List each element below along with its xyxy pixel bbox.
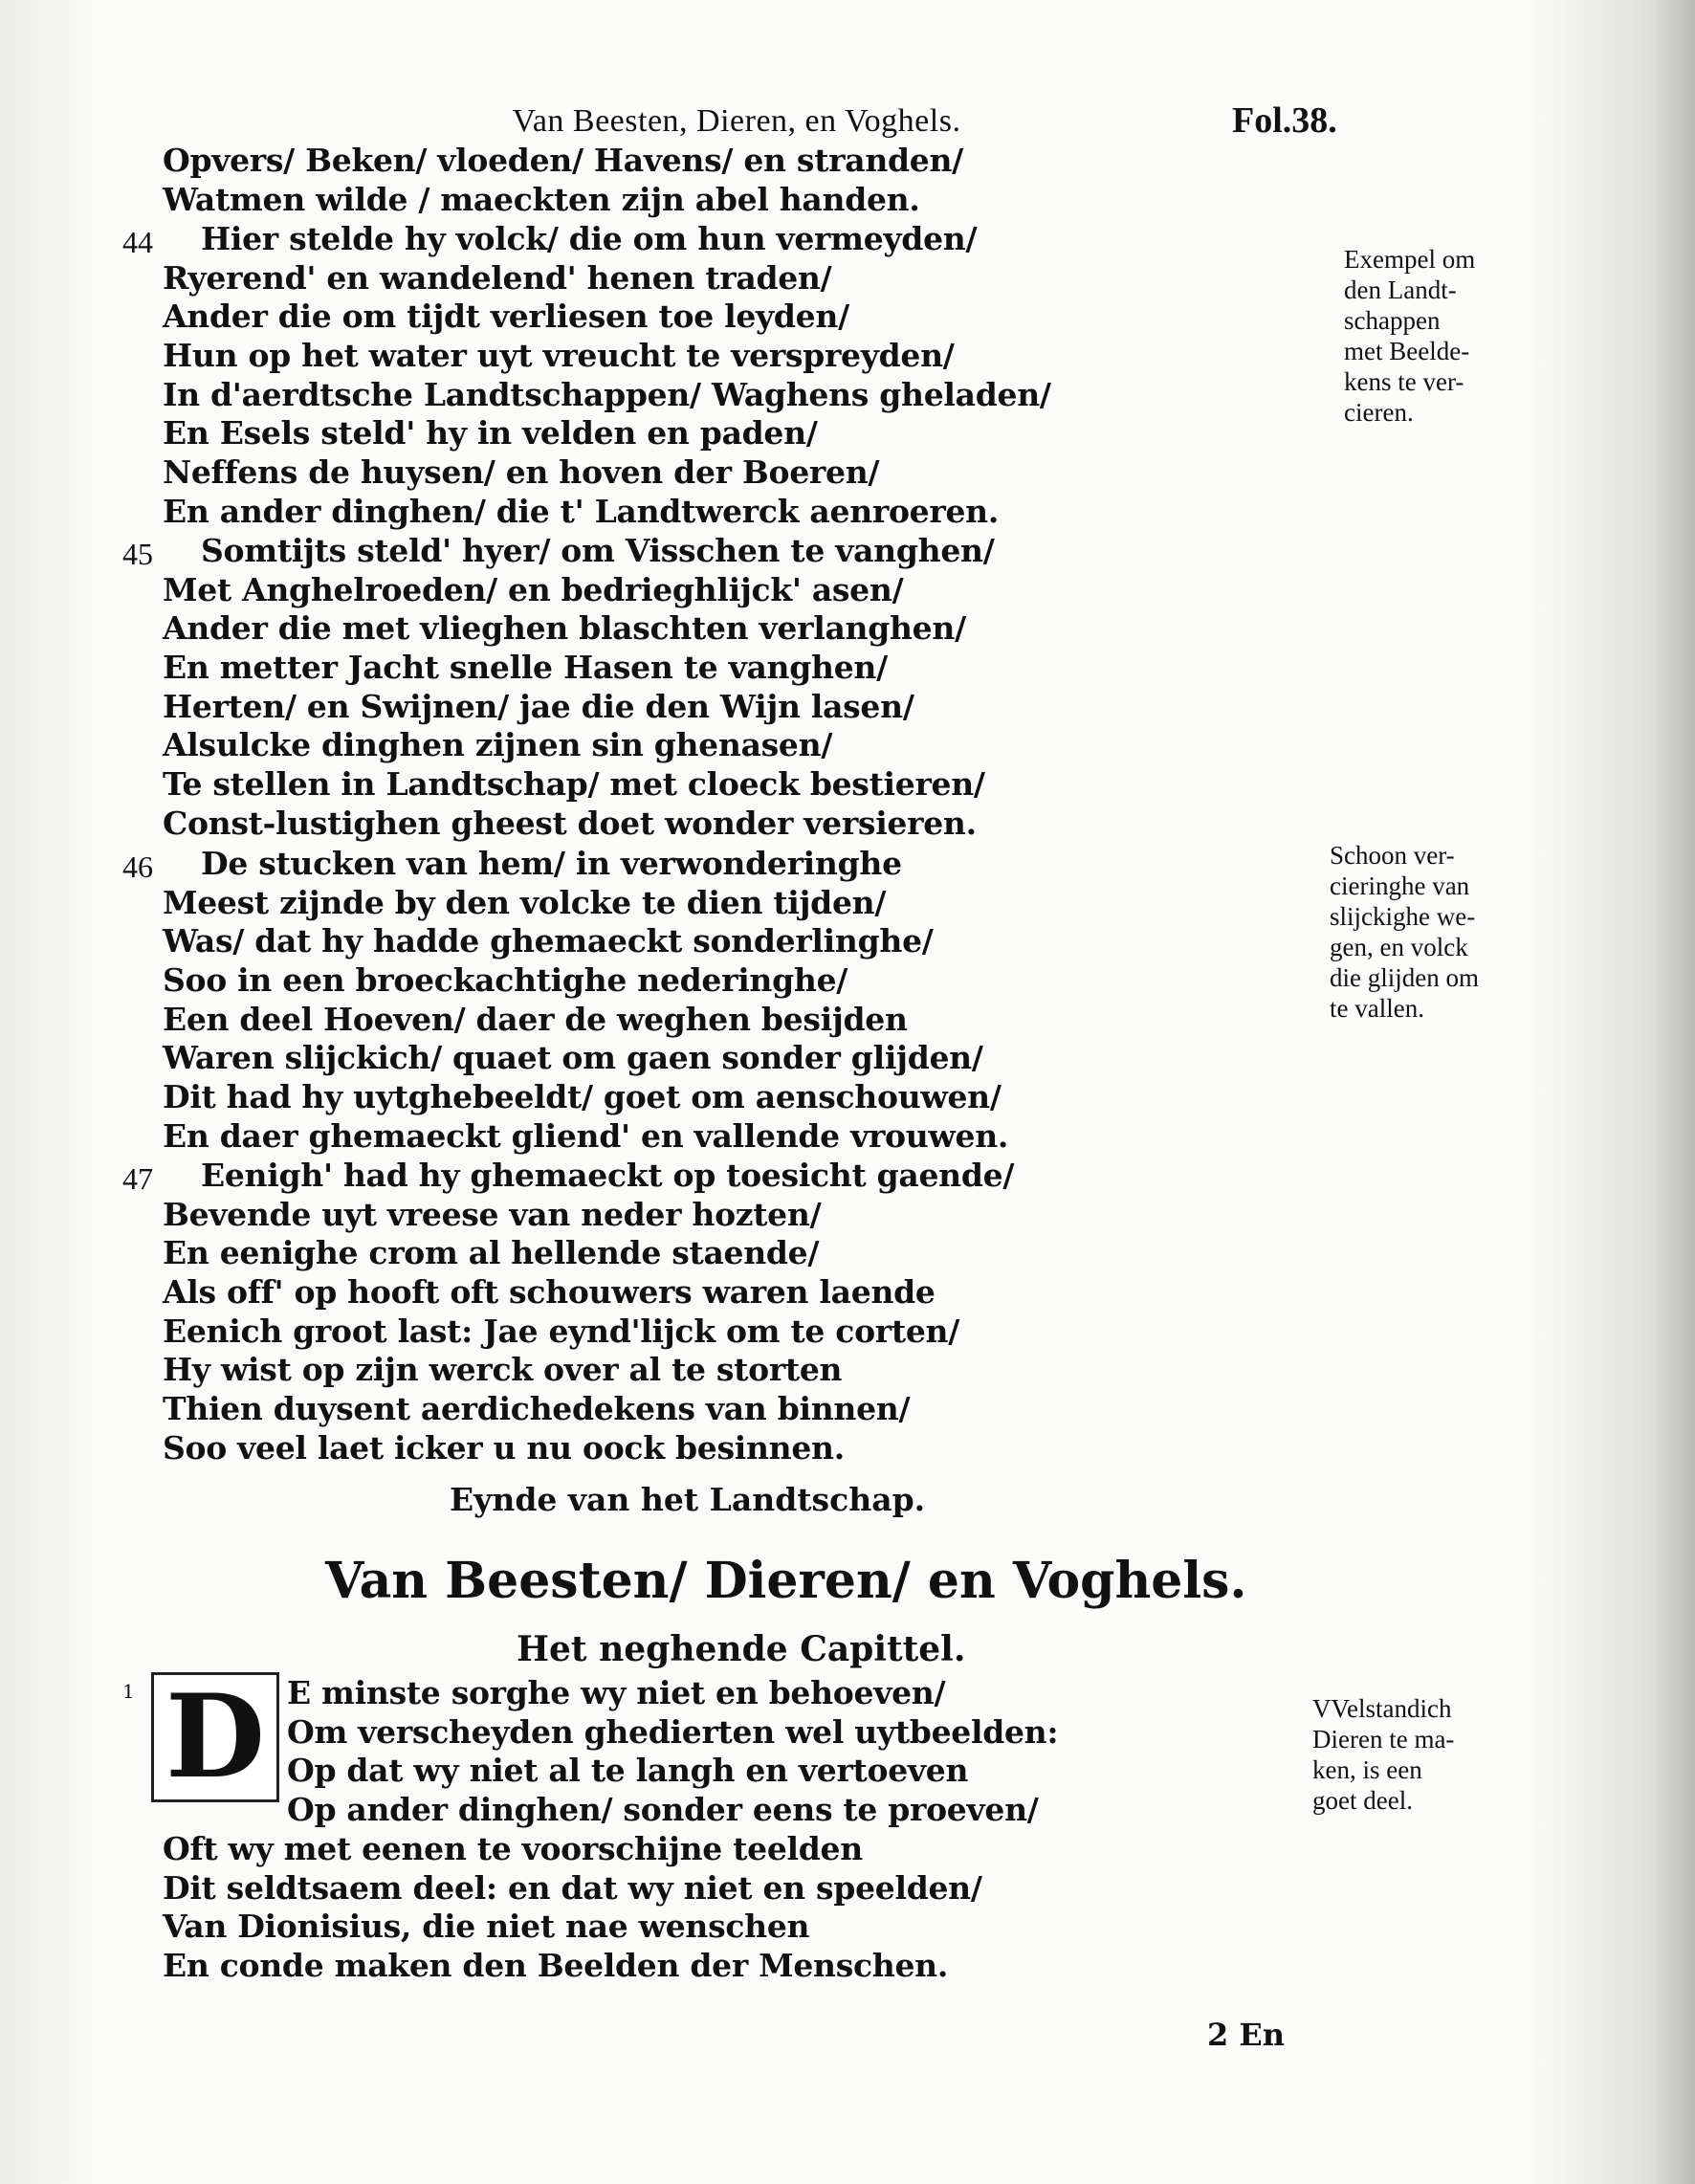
stanza-number: 45 xyxy=(122,537,153,571)
verse-line: Meest zijnde by den volcke te dien tijden/ xyxy=(163,883,887,921)
verse-line: Dit had hy uytghebeeldt/ goet om aenschouwen/ xyxy=(163,1078,1002,1116)
margin-note-line: schappen xyxy=(1344,306,1441,335)
verse-line: Hy wist op zijn werck over al te storten xyxy=(163,1351,843,1389)
verse-line: En Esels steld' hy in velden en paden/ xyxy=(163,414,818,452)
margin-note-line: den Landt- xyxy=(1344,276,1457,304)
chapter-verse-lines xyxy=(163,1830,1043,1986)
margin-note-line: te vallen. xyxy=(1330,994,1424,1023)
margin-note-line: met Beelde- xyxy=(1344,337,1470,365)
verse-line: Van Dionisius, die niet nae wenschen xyxy=(163,1908,810,1946)
margin-note-line: goet deel. xyxy=(1312,1786,1413,1815)
verse-line: Soo veel laet icker u nu oock besinnen. xyxy=(163,1428,845,1467)
margin-note-line: Exempel om xyxy=(1344,245,1476,274)
verse-line: Dit seldtsaem deel: en dat wy niet en speelden/ xyxy=(163,1868,982,1907)
verse-line: Op ander dinghen/ sonder eens te proeven/ xyxy=(287,1791,1039,1829)
verse-line: Een deel Hoeven/ daer de weghen besijden xyxy=(163,1000,908,1038)
verse-line: Waren slijckich/ quaet om gaen sonder glijden/ xyxy=(163,1039,983,1077)
stanza-number: 44 xyxy=(122,225,153,259)
stanza-number: 46 xyxy=(122,849,153,884)
section-end-line: Eynde van het Landtschap. xyxy=(450,1481,926,1518)
verse-line: E minste sorghe wy niet en behoeven/ xyxy=(287,1674,946,1711)
verse-line: Alsulcke dinghen zijnen sin ghenasen/ xyxy=(163,726,833,764)
stanza-45 xyxy=(163,532,1043,844)
margin-note-line: cieringhe van xyxy=(1330,871,1470,900)
verse-line: Eenigh' had hy ghemaeckt op toesicht gaende/ xyxy=(201,1157,1015,1194)
verse-line: Bevende uyt vreese van neder hozten/ xyxy=(163,1195,822,1233)
verse-line: Opvers/ Beken/ vloeden/ Havens/ en stranden/ xyxy=(163,142,963,179)
stanza-number: 1 xyxy=(122,1680,135,1703)
running-head: Van Beesten, Dieren, en Voghels. xyxy=(512,103,961,139)
catchword: 2 En xyxy=(1207,2017,1286,2053)
verse-line: Ander die om tijdt verliesen toe leyden/ xyxy=(163,298,849,336)
chapter-title: Van Beesten/ Dieren/ en Voghels. xyxy=(325,1552,1247,1610)
margin-note-line: die glijden om xyxy=(1330,963,1479,992)
stanza-44 xyxy=(163,220,1051,532)
verse-line: Soo in een broeckachtighe nederinghe/ xyxy=(163,961,848,1000)
verse-line: Neffens de huysen/ en hoven der Boeren/ xyxy=(163,453,880,492)
margin-note xyxy=(1330,840,1479,1024)
initial-letter: D xyxy=(165,1669,266,1804)
chapter-opening-lines xyxy=(287,1674,1059,1830)
verse-line: Op dat wy niet al te langh en vertoeven xyxy=(287,1752,969,1790)
verse-line: Thien duysent aerdichedekens van binnen/ xyxy=(163,1390,911,1428)
margin-note-line: gen, en volck xyxy=(1330,933,1468,961)
page-edge xyxy=(1657,0,1695,2184)
margin-note-line: slijckighe we- xyxy=(1330,902,1476,931)
margin-note-line: Dieren te ma- xyxy=(1312,1725,1455,1754)
verse-line: En ander dinghen/ die t' Landtwerck aenroeren. xyxy=(163,492,1000,530)
chapter-subtitle: Het neghende Capittel. xyxy=(517,1629,966,1669)
verse-line: Eenich groot last: Jae eynd'lijck om te corten/ xyxy=(163,1312,959,1350)
verse-line: En daer ghemaeckt gliend' en vallende vrouwen. xyxy=(163,1116,1009,1155)
verse-line: Om verscheyden ghedierten wel uytbeelden: xyxy=(287,1712,1059,1751)
margin-note xyxy=(1312,1693,1454,1816)
verse-line: En conde maken den Beelden der Menschen. xyxy=(163,1947,949,1985)
verse-line: Was/ dat hy hadde ghemaeckt sonderlinghe/ xyxy=(163,922,934,960)
stanza-46 xyxy=(163,845,1043,1157)
verse-block-opening xyxy=(163,142,1043,219)
verse-line: Ander die met vlieghen blaschten verlanghen/ xyxy=(163,609,966,648)
verse-line: Hun op het water uyt vreucht te verspreyden/ xyxy=(163,337,955,375)
decorated-initial xyxy=(151,1669,279,1804)
verse-line: In d'aerdtsche Landtschappen/ Waghens gheladen/ xyxy=(163,375,1051,413)
margin-note-line: Schoon ver- xyxy=(1330,841,1455,870)
verse-line: Const-lustighen gheest doet wonder versieren. xyxy=(163,804,977,842)
verse-line: Te stellen in Landtschap/ met cloeck bestieren/ xyxy=(163,765,985,804)
verse-line: Als off' op hooft oft schouwers waren laende xyxy=(163,1273,936,1312)
margin-note xyxy=(1344,244,1475,428)
verse-line: Somtijts steld' hyer/ om Visschen te vanghen/ xyxy=(201,532,995,569)
verse-line: Watmen wilde / maeckten zijn abel handen. xyxy=(163,180,920,218)
margin-note-line: ken, is een xyxy=(1312,1755,1422,1784)
verse-line: Met Anghelroeden/ en bedrieghlijck' asen/ xyxy=(163,570,904,608)
verse-line: En metter Jacht snelle Hasen te vanghen/ xyxy=(163,649,888,687)
verse-line: En eenighe crom al hellende staende/ xyxy=(163,1234,820,1272)
verse-line: Hier stelde hy volck/ die om hun vermeyden/ xyxy=(201,220,978,257)
margin-note-line: kens te ver- xyxy=(1344,367,1464,396)
folio-number: Fol.38. xyxy=(1232,100,1337,141)
margin-note-line: VVelstandich xyxy=(1312,1694,1452,1723)
stanza-47 xyxy=(163,1157,1043,1468)
verse-line: Ryerend' en wandelend' henen traden/ xyxy=(163,258,832,297)
margin-note-line: cieren. xyxy=(1344,398,1414,427)
verse-line: Herten/ en Swijnen/ jae die den Wijn lasen/ xyxy=(163,687,914,725)
verse-line: Oft wy met eenen te voorschijne teelden xyxy=(163,1830,863,1867)
stanza-number: 47 xyxy=(122,1161,153,1196)
verse-line: De stucken van hem/ in verwonderinghe xyxy=(201,845,902,882)
